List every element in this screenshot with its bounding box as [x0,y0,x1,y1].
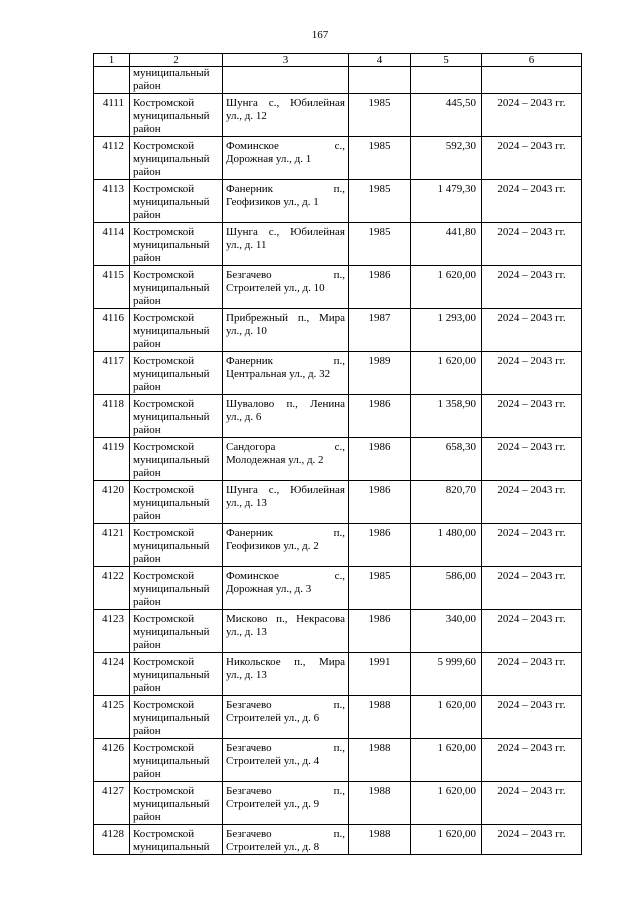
address-cell [223,352,349,395]
number-cell: 4119 [94,438,130,481]
address-line: Безгачево п., [226,785,345,797]
district-cell: Костромской муниципальный район [130,610,223,653]
period-cell: 2024 – 2043 гг. [482,137,582,180]
period-cell: 2024 – 2043 гг. [482,653,582,696]
number-cell: 4117 [94,352,130,395]
address-line: Геофизиков ул., д. 1 [226,196,319,208]
number-cell: 4128 [94,825,130,855]
period-cell: 2024 – 2043 гг. [482,352,582,395]
table-row [94,180,582,223]
area-cell: 1 620,00 [411,266,482,309]
address-line: Шунга с., Юбилейная [226,97,345,109]
table-row [94,309,582,352]
district-cell: Костромской муниципальный район [130,137,223,180]
area-cell: 1 293,00 [411,309,482,352]
address-line: Шунга с., Юбилейная [226,484,345,496]
area-cell: 340,00 [411,610,482,653]
address-cell [223,739,349,782]
number-cell: 4118 [94,395,130,438]
header-row [94,54,582,67]
address-cell [223,782,349,825]
address-line: Фанерник п., [226,183,345,195]
district-cell: Костромской муниципальный район [130,567,223,610]
number-cell: 4127 [94,782,130,825]
address-line: Безгачево п., [226,828,345,840]
year-cell: 1986 [349,610,411,653]
address-line: Никольское п., Мира [226,656,345,668]
address-cell [223,137,349,180]
address-line: Безгачево п., [226,699,345,711]
table-row [94,782,582,825]
address-line: ул., д. 6 [226,411,262,423]
area-cell: 1 620,00 [411,696,482,739]
district-cell: Костромской муниципальный район [130,653,223,696]
table-row [94,438,582,481]
table-row [94,137,582,180]
number-cell: 4116 [94,309,130,352]
address-line: Молодежная ул., д. 2 [226,454,324,466]
area-cell: 1 620,00 [411,739,482,782]
address-cell [223,180,349,223]
period-cell: 2024 – 2043 гг. [482,395,582,438]
continuation-row [94,67,582,94]
number-cell [94,67,130,94]
address-line: Шувалово п., Ленина [226,398,345,410]
year-cell [349,67,411,94]
year-cell: 1985 [349,567,411,610]
address-line: ул., д. 10 [226,325,267,337]
address-line: Дорожная ул., д. 3 [226,583,312,595]
column-header: 3 [223,54,349,67]
area-cell: 445,50 [411,94,482,137]
number-cell: 4111 [94,94,130,137]
area-cell: 1 620,00 [411,352,482,395]
year-cell: 1989 [349,352,411,395]
period-cell [482,67,582,94]
period-cell: 2024 – 2043 гг. [482,610,582,653]
district-cell: Костромской муниципальный район [130,180,223,223]
period-cell: 2024 – 2043 гг. [482,567,582,610]
period-cell: 2024 – 2043 гг. [482,696,582,739]
number-cell: 4122 [94,567,130,610]
address-line: Строителей ул., д. 6 [226,712,320,724]
column-header: 2 [130,54,223,67]
period-cell: 2024 – 2043 гг. [482,94,582,137]
year-cell: 1985 [349,137,411,180]
area-cell: 1 480,00 [411,524,482,567]
year-cell: 1986 [349,524,411,567]
address-line: Геофизиков ул., д. 2 [226,540,319,552]
year-cell: 1988 [349,782,411,825]
area-cell: 1 358,90 [411,395,482,438]
number-cell: 4113 [94,180,130,223]
address-cell [223,438,349,481]
table-row [94,610,582,653]
address-cell [223,266,349,309]
year-cell: 1985 [349,94,411,137]
area-cell: 1 620,00 [411,782,482,825]
table-row [94,352,582,395]
year-cell: 1988 [349,825,411,855]
table-row [94,266,582,309]
period-cell: 2024 – 2043 гг. [482,438,582,481]
table-row [94,567,582,610]
number-cell: 4124 [94,653,130,696]
table-row [94,395,582,438]
address-cell [223,395,349,438]
year-cell: 1986 [349,481,411,524]
table-row [94,653,582,696]
address-line: Безгачево п., [226,742,345,754]
district-cell: Костромской муниципальный [130,825,223,855]
area-cell: 658,30 [411,438,482,481]
address-cell [223,309,349,352]
district-cell: Костромской муниципальный район [130,782,223,825]
area-cell: 592,30 [411,137,482,180]
year-cell: 1986 [349,266,411,309]
address-line: ул., д. 13 [226,626,267,638]
period-cell: 2024 – 2043 гг. [482,481,582,524]
district-cell: Костромской муниципальный район [130,309,223,352]
table-row [94,739,582,782]
year-cell: 1986 [349,438,411,481]
address-line: Дорожная ул., д. 1 [226,153,312,165]
number-cell: 4123 [94,610,130,653]
district-cell: муниципальный район [130,67,223,94]
table-row [94,696,582,739]
address-line: Фоминское с., [226,570,345,582]
table-row [94,825,582,855]
table-row [94,481,582,524]
district-cell: Костромской муниципальный район [130,352,223,395]
district-cell: Костромской муниципальный район [130,481,223,524]
address-line: Фанерник п., [226,527,345,539]
address-line: Мисково п., Некрасова [226,613,345,625]
number-cell: 4120 [94,481,130,524]
address-cell [223,567,349,610]
address-cell [223,610,349,653]
address-line: ул., д. 13 [226,669,267,681]
year-cell: 1987 [349,309,411,352]
district-cell: Костромской муниципальный район [130,395,223,438]
district-cell: Костромской муниципальный район [130,438,223,481]
address-line: Сандогора с., [226,441,345,453]
address-line: Шунга с., Юбилейная [226,226,345,238]
address-cell [223,524,349,567]
number-cell: 4115 [94,266,130,309]
year-cell: 1985 [349,180,411,223]
address-cell [223,94,349,137]
address-line: ул., д. 12 [226,110,267,122]
period-cell: 2024 – 2043 гг. [482,223,582,266]
period-cell: 2024 – 2043 гг. [482,180,582,223]
number-cell: 4112 [94,137,130,180]
area-cell: 1 620,00 [411,825,482,855]
column-header: 4 [349,54,411,67]
district-cell: Костромской муниципальный район [130,524,223,567]
year-cell: 1985 [349,223,411,266]
area-cell: 1 479,30 [411,180,482,223]
number-cell: 4126 [94,739,130,782]
address-line: Строителей ул., д. 10 [226,282,325,294]
year-cell: 1988 [349,739,411,782]
address-line: Строителей ул., д. 9 [226,798,320,810]
table-row [94,223,582,266]
table-row [94,94,582,137]
address-line: ул., д. 11 [226,239,267,251]
address-cell [223,67,349,94]
column-header: 1 [94,54,130,67]
district-cell: Костромской муниципальный район [130,739,223,782]
address-line: Прибрежный п., Мира [226,312,345,324]
address-cell [223,481,349,524]
column-header: 5 [411,54,482,67]
period-cell: 2024 – 2043 гг. [482,266,582,309]
area-cell: 441,80 [411,223,482,266]
address-line: Центральная ул., д. 32 [226,368,331,380]
year-cell: 1986 [349,395,411,438]
district-cell: Костромской муниципальный район [130,266,223,309]
area-cell: 820,70 [411,481,482,524]
address-line: ул., д. 13 [226,497,267,509]
column-header: 6 [482,54,582,67]
address-cell [223,696,349,739]
district-cell: Костромской муниципальный район [130,696,223,739]
period-cell: 2024 – 2043 гг. [482,825,582,855]
district-cell: Костромской муниципальный район [130,94,223,137]
address-line: Фанерник п., [226,355,345,367]
page-number: 167 [311,29,329,41]
period-cell: 2024 – 2043 гг. [482,739,582,782]
address-line: Фоминское с., [226,140,345,152]
number-cell: 4114 [94,223,130,266]
table-row [94,524,582,567]
area-cell: 5 999,60 [411,653,482,696]
address-line: Безгачево п., [226,269,345,281]
address-line: Строителей ул., д. 4 [226,755,320,767]
district-cell: Костромской муниципальный район [130,223,223,266]
year-cell: 1991 [349,653,411,696]
period-cell: 2024 – 2043 гг. [482,524,582,567]
area-cell [411,67,482,94]
register-table [93,53,582,855]
year-cell: 1988 [349,696,411,739]
area-cell: 586,00 [411,567,482,610]
address-cell [223,653,349,696]
address-cell [223,223,349,266]
period-cell: 2024 – 2043 гг. [482,309,582,352]
address-line: Строителей ул., д. 8 [226,841,320,853]
number-cell: 4121 [94,524,130,567]
address-cell [223,825,349,855]
number-cell: 4125 [94,696,130,739]
period-cell: 2024 – 2043 гг. [482,782,582,825]
